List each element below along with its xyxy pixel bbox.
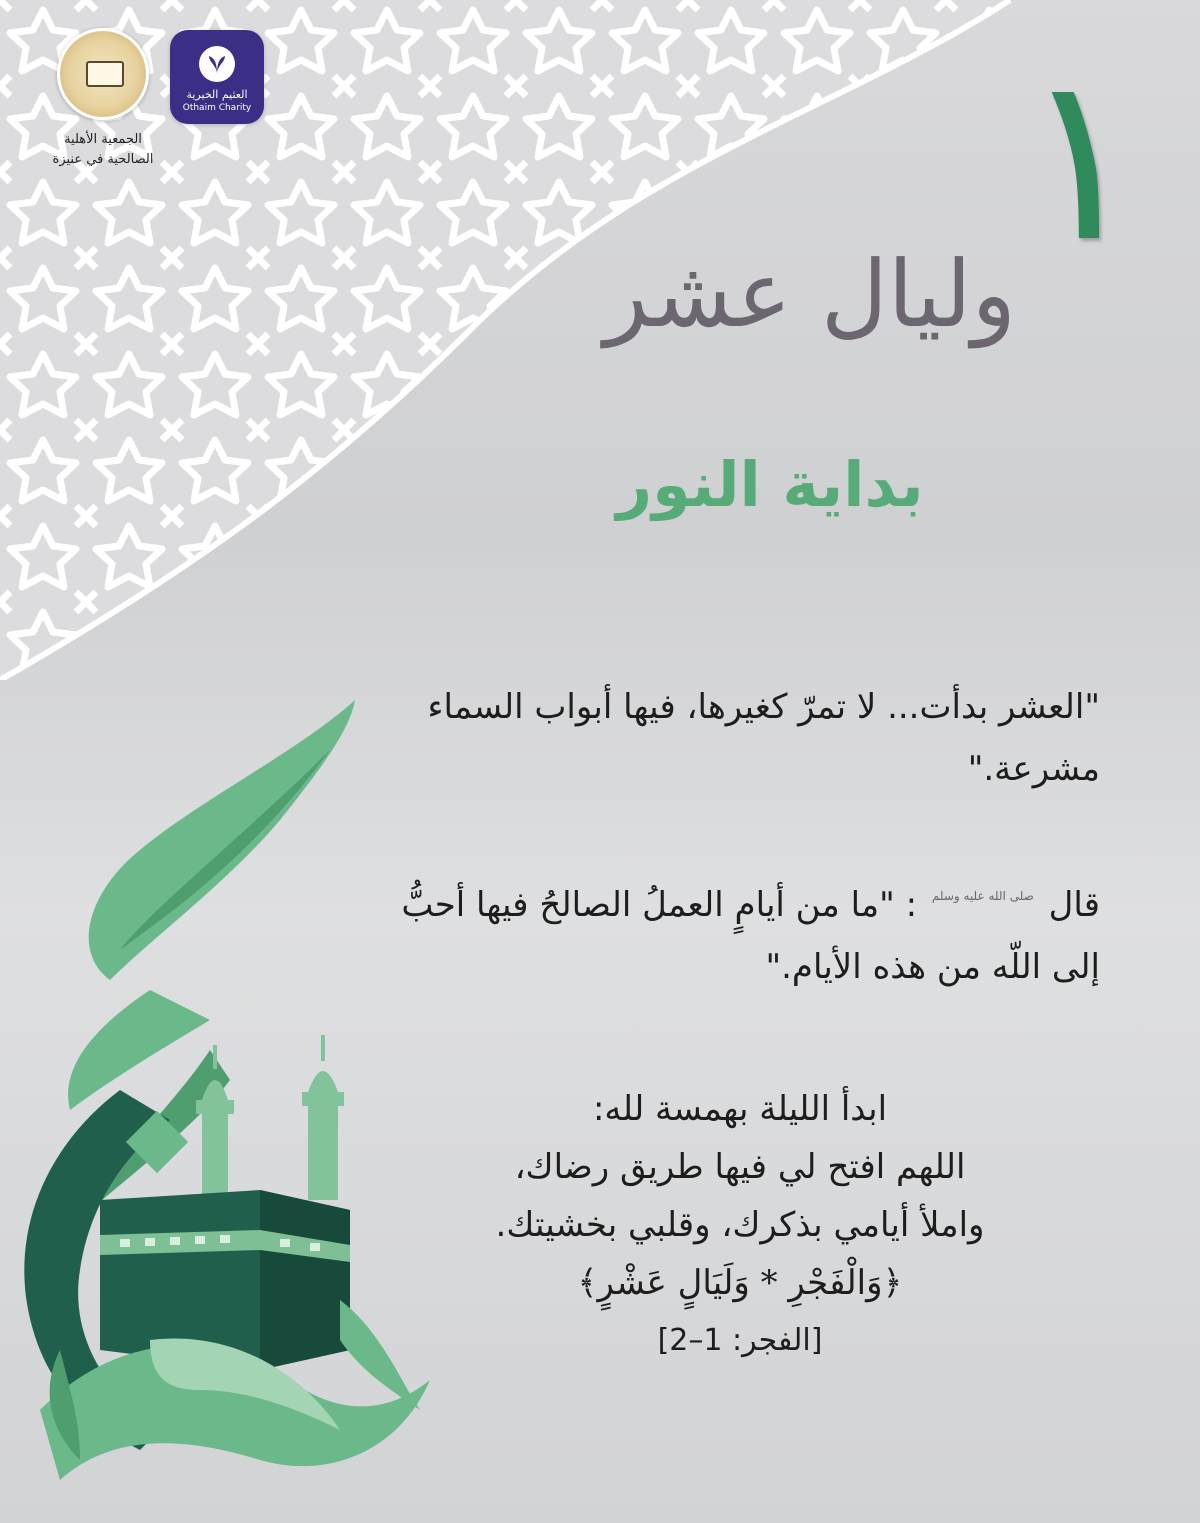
main-title: وليال عشر [603, 241, 1017, 348]
association-seal-icon [57, 28, 149, 120]
title-area [603, 20, 1180, 460]
hadith-intro: قال [1048, 885, 1100, 925]
dua-intro: ابدأ الليلة بهمسة لله: [592, 1089, 888, 1129]
association-logo [48, 28, 158, 170]
leaf-icon [197, 44, 237, 84]
salawat-mark: صلى الله عليه وسلم [931, 889, 1034, 903]
book-icon [86, 61, 124, 87]
association-name-line1: الجمعية الأهلية [64, 132, 142, 147]
hadith-text: : "ما من أيامٍ العملُ الصالحُ فيها أحبُّ إلى اللّه من هذه الأيام." [401, 885, 1100, 987]
othaim-english-name: Othaim Charity [182, 103, 252, 113]
intro-paragraph: "العشر بدأت... لا تمرّ كغيرها، فيها أبواب السماء مشرعة." [427, 687, 1100, 789]
dua-line-2: واملأ أيامي بذكرك، وقلبي بخشيتك. [495, 1205, 985, 1245]
hadith-paragraph [380, 874, 1100, 998]
othaim-charity-logo [170, 30, 264, 124]
day-number: ١ [1020, 26, 1144, 293]
othaim-arabic-name: العثيم الخيرية [186, 88, 248, 101]
association-caption [48, 130, 158, 170]
dua-block [380, 1080, 1100, 1370]
association-name-line2: الصالحية في عنيزة [52, 152, 154, 167]
quran-verse: ﴿وَالْفَجْرِ * وَلَيَالٍ عَشْرٍ﴾ [577, 1263, 903, 1303]
subtitle: بداية النور [616, 448, 924, 521]
verse-reference: [الفجر: 1–2] [657, 1323, 823, 1358]
dua-line-1: اللهم افتح لي فيها طريق رضاك، [514, 1147, 966, 1187]
